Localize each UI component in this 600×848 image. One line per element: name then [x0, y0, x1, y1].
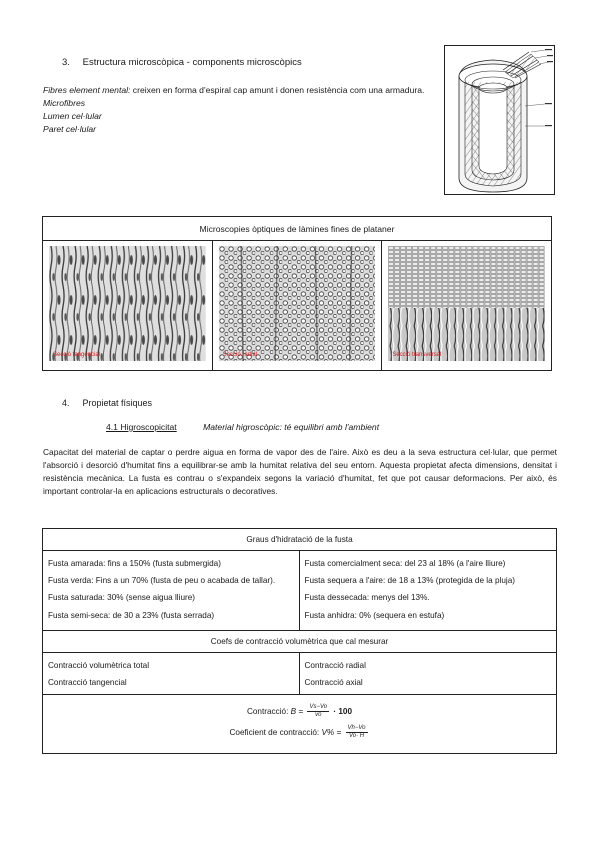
micrograph-caption: Secció tangencial — [53, 352, 101, 358]
microscopy-images-row — [43, 241, 551, 370]
fibres-text: creixen en forma d'espiral cap amunt i donen resistència com una armadura. — [130, 85, 425, 95]
micrograph-caption: Secció radial — [222, 352, 258, 358]
section-title: Estructura microscòpica - components microscòpics — [82, 57, 302, 68]
formula-fraction — [307, 704, 329, 719]
formula-multiplier: · 100 — [333, 706, 353, 716]
section-number: 4. — [62, 398, 70, 408]
coefficients-title: Coefs de contracció volumètrica que cal mesurar — [43, 631, 556, 653]
fibres-description — [43, 84, 438, 136]
list-item: Lumen cel·lular — [43, 111, 102, 121]
list-item: Contracció tangencial — [48, 677, 127, 687]
list-item: Fusta verda: Fins a un 70% (fusta de peu o acabada de tallar). — [48, 576, 276, 586]
list-item: Fusta amarada: fins a 150% (fusta submergida) — [48, 559, 221, 568]
list-item: Contracció radial — [304, 660, 366, 670]
fibres-label: Fibres element mental: — [43, 85, 131, 95]
list-item: Paret cel·lular — [43, 124, 97, 134]
wood-cell-diagram — [444, 45, 555, 195]
fraction-denominator: Vo· H — [348, 733, 365, 740]
fraction-denominator: vo — [315, 712, 322, 719]
tangential-section-micrograph — [49, 246, 206, 361]
hygroscopicity-paragraph: Capacitat del material de captar o perdre aigua en forma de vapor des de l'aire. Això es deu a la seva estructura cel·lular, que permet l'absorció i desorció d'humitat fins a equilibrar-se amb la humitat relativa del seu entorn. Aquesta propietat afecta dimensions, densitat i resistència mecànica. La fusta es contrau o s'expandeix segons la variació d'humitat, fet que pot causar deformacions. Per això, és important controlar-la en aplicacions estructurals o decoratives. — [43, 447, 557, 496]
microscopy-table-title: Microscopies òptiques de làmines fines de plataner — [43, 217, 551, 241]
section-3-heading — [62, 57, 302, 68]
cell-wall-illustration — [445, 46, 554, 194]
hydration-grades-row — [43, 551, 556, 631]
list-item: Fusta comercialment seca: del 23 al 18% (a l'aire lliure) — [304, 559, 506, 568]
formula-label: Coeficient de contracció: — [229, 727, 320, 737]
fraction-numerator: Vh−Vo — [347, 725, 366, 732]
list-item: Contracció volumètrica total — [48, 660, 150, 670]
tangential-section-cell — [43, 241, 213, 370]
coefficients-left-column — [43, 653, 300, 694]
hydration-table — [42, 528, 557, 754]
list-item: Fusta dessecada: menys del 13%. — [304, 593, 430, 603]
list-item: Contracció axial — [304, 677, 363, 687]
section-title: Propietat físiques — [82, 398, 153, 408]
formula-variable: B = — [290, 706, 304, 716]
contraction-coefficient-formula — [43, 722, 556, 743]
hydration-right-column — [300, 551, 557, 630]
formula-fraction — [346, 725, 368, 740]
list-item: Fusta anhidra: 0% (sequera en estufa) — [304, 610, 445, 620]
subsection-description: Material higroscòpic: té equilibri amb l'ambient — [203, 422, 380, 432]
list-item: Fusta saturada: 30% (sense aigua lliure) — [48, 593, 195, 603]
hydration-left-column — [43, 551, 300, 630]
subsection-4-1 — [106, 422, 379, 432]
radial-section-cell — [213, 241, 383, 370]
section-number: 3. — [62, 57, 70, 68]
contraction-formula — [43, 701, 556, 722]
list-item: Fusta semi-seca: de 30 a 23% (fusta serrada) — [48, 610, 215, 620]
fraction-numerator: Vs−Vo — [309, 704, 328, 711]
radial-section-micrograph — [219, 246, 376, 361]
formula-variable: V% = — [321, 727, 342, 737]
transverse-section-micrograph — [388, 246, 545, 361]
formula-label: Contracció: — [246, 706, 289, 716]
list-item: Microfibres — [43, 98, 86, 108]
subsection-title: 4.1 Higroscopicitat — [106, 422, 177, 432]
formulas-block — [43, 695, 556, 753]
list-item: Fusta sequera a l'aire: de 18 a 13% (protegida de la pluja) — [304, 576, 515, 586]
coefficients-row — [43, 653, 556, 695]
coefficients-right-column — [300, 653, 557, 694]
micrograph-caption: Secció transversal — [392, 352, 442, 358]
section-4-heading — [62, 398, 152, 408]
transverse-section-cell — [382, 241, 551, 370]
microscopy-table — [42, 216, 552, 371]
hydration-table-title: Graus d'hidratació de la fusta — [43, 529, 556, 551]
